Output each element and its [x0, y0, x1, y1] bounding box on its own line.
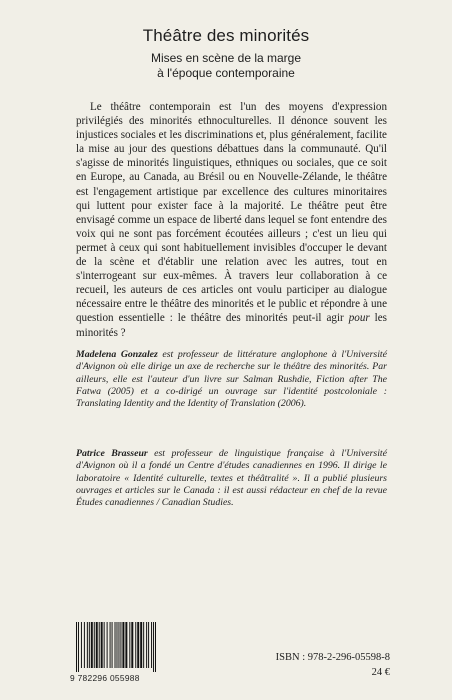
barcode-bar — [112, 622, 113, 668]
barcode-bar — [76, 622, 77, 672]
barcode-bar — [110, 622, 111, 668]
barcode-bar — [115, 622, 116, 668]
author-name: Madelena Gonzalez — [76, 349, 158, 360]
barcode-bar — [140, 622, 142, 668]
barcode-bar — [96, 622, 98, 668]
author-bio-text: est professeur de littérature anglophone à l'Université d'Avignon où elle dirige un axe de recherche sur le théâtre des minorités. Par ailleurs, elle est l'auteur d'un livre sur Salman Rushdie, Fiction after The Fatwa (2005) et a co-dirigé un ouvrage sur l'identité postcoloniale : Translating Identity and the Identity of Translation (2006). — [76, 349, 387, 410]
summary-text-end: les minorités ? — [76, 312, 387, 339]
barcode-bar — [137, 622, 139, 668]
barcode-digits: 9 782296 055988 — [70, 673, 140, 683]
barcode-bar — [91, 622, 93, 668]
barcode-bar — [118, 622, 119, 668]
barcode-bar — [89, 622, 90, 668]
barcode-bar — [125, 622, 127, 668]
author-name: Patrice Brasseur — [76, 448, 148, 459]
barcode-bar — [143, 622, 144, 668]
book-subtitle — [0, 51, 452, 81]
barcode-bar — [153, 622, 154, 672]
barcode-bar — [107, 622, 108, 668]
summary-emphasis: pour — [348, 312, 370, 325]
book-title: Théâtre des minorités — [142, 26, 310, 45]
barcode-bar — [81, 622, 82, 668]
subtitle-line-2: à l'époque contemporaine — [157, 66, 295, 80]
barcode-bar — [135, 622, 136, 668]
barcode-bar — [129, 622, 130, 668]
author-bio-gonzalez — [76, 349, 387, 410]
barcode-bar — [131, 622, 133, 668]
subtitle-line-1: Mises en scène de la marge — [150, 51, 302, 65]
barcode-bar — [84, 622, 85, 668]
barcode-bar — [155, 622, 156, 672]
barcode-bar — [94, 622, 95, 668]
author-bio-brasseur — [76, 448, 387, 509]
price: 24 € — [371, 667, 390, 678]
isbn: ISBN : 978-2-296-05598-8 — [275, 652, 390, 663]
barcode-bar — [116, 622, 117, 668]
barcode-bar — [151, 622, 152, 668]
author-bio-text: est professeur de linguistique française à l'Université d'Avignon où il a fondé un Centre d'études canadiennes en 1996. Il dirige le laboratoire « Identité culturelle, textes et théâtralité ». Il a publié plusieurs ouvrages et articles sur le Canada : il est aussi rédacteur en chef de la revue Études canadiennes / Canadian Studies. — [76, 448, 387, 509]
barcode-bar — [104, 622, 105, 668]
barcode-bar — [146, 622, 147, 668]
summary-text: Le théâtre contemporain est l'un des moyens d'expression privilégiés des minorités ethnoculturelles. Il dénonce souvent les injustices sociales et les discriminations et, plus généralement, facilite la mise au jour des questions débattues dans la communauté. Qu'il s'agisse de minorités linguistiques, ethniques ou sociales, que ce soit en Europe, au Canada, au Brésil ou en Nouvelle-Zélande, le théâtre est l'engagement artistique par excellence des cultures minoritaires qui luttent pour exister face à la majorité. Le théâtre peut être envisagé comme un espace de liberté dans lequel se font entendre des voix qui ne sont pas forcément écoutées ailleurs ; c'est un lieu qui permet à ceux qui sont habituellement invisibles d'occuper le devant de la scène et d'établir une relation avec les autres, tout en s'interrogeant sur eux-mêmes. À travers leur collaboration à ce recueil, les auteurs de ces articles ont voulu participer au dialogue nécessaire entre le théâtre des minorités et le public et répondre à une question essentielle : le théâtre des minorités peut-il agir — [76, 101, 387, 325]
barcode-bars — [70, 622, 162, 672]
barcode-bar — [87, 622, 88, 668]
barcode-bar — [148, 622, 149, 668]
barcode-bar — [99, 622, 100, 668]
barcode-bar — [120, 622, 121, 668]
barcode-bar — [122, 622, 124, 668]
back-cover-summary — [76, 100, 387, 340]
barcode — [70, 622, 162, 684]
barcode-bar — [101, 622, 103, 668]
barcode-bar — [78, 622, 79, 672]
